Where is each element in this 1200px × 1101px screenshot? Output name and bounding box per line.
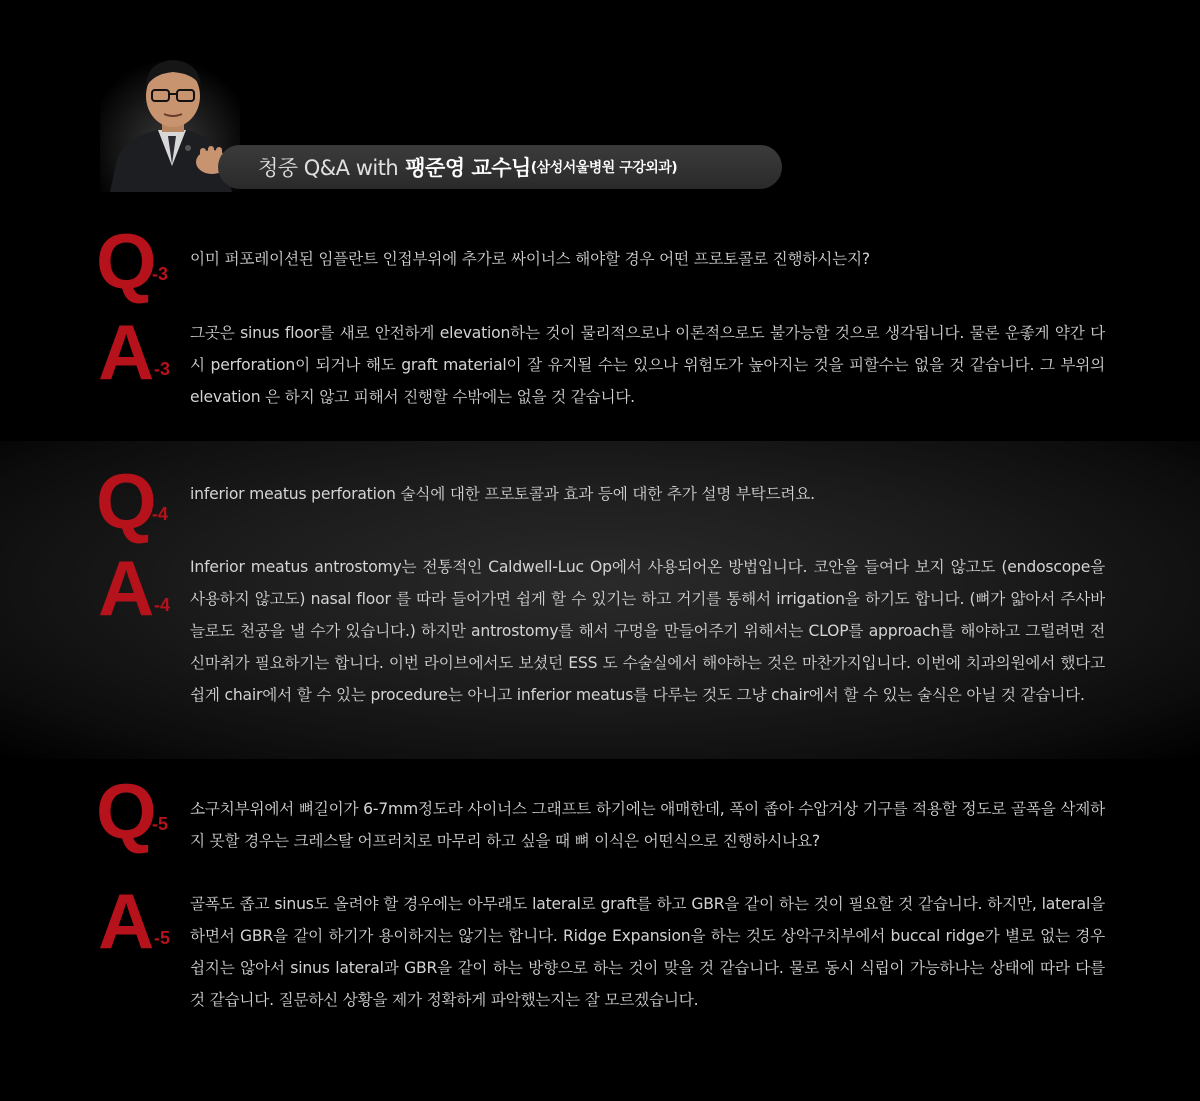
question-letter: Q bbox=[96, 457, 155, 545]
speaker-name: 팽준영 교수님 bbox=[405, 156, 531, 180]
question-text: 소구치부위에서 뼈길이가 6-7mm정도라 사이너스 그래프트 하기에는 애매한데, 폭이 좁아 수압거상 기구를 적용할 정도로 골폭을 삭제하지 못할 경우는 크레스탈 어프러치로 마무리 하고 싶을 때 뼈 이식은 어떤식으로 진행하시나요? bbox=[190, 800, 1105, 850]
question-number: -3 bbox=[152, 264, 169, 284]
answer-letter: A bbox=[98, 877, 153, 965]
question-number: -4 bbox=[152, 504, 169, 524]
speaker-affiliation: (삼성서울병원 구강외과) bbox=[530, 160, 678, 176]
answer-number: -4 bbox=[154, 595, 171, 615]
title-prefix: 청중 Q&A with bbox=[258, 156, 399, 180]
answer-text: Inferior meatus antrostomy는 전통적인 Caldwell-Luc Op에서 사용되어온 방법입니다. 코안을 들여다 보지 않고도 (endoscope을 사용하지 않고도) nasal floor 를 따라 들어가면 쉽게 할 수 있기는 하고 거기를 통해서 irrigation을 하기도 합니다. (뼈가 얇아서 주사바늘로도 천공을 낼 수가 있습니다.) 하지만 antrostomy를 해서 구멍을 만들어주기 위해서는 CLOP를 approach를 해야하고 그럴려면 전신마취가 필요하기는 합니다. 이번 라이브에서도 보셨던 ESS 도 수술실에서 해야하는 것은 마찬가지입니다. 이번에 치과의원에서 했다고 쉽게 chair에서 할 수 있는 procedure는 아니고 inferior meatus를 다루는 것도 그냥 chair에서 할 수 있는 술식은 아닐 것 같습니다. bbox=[190, 558, 1105, 704]
question-letter: Q bbox=[96, 217, 155, 305]
answer-badge bbox=[98, 877, 188, 965]
question-text: inferior meatus perforation 술식에 대한 프로토콜과 효과 등에 대한 추가 설명 부탁드려요. bbox=[190, 485, 815, 503]
header bbox=[100, 40, 800, 195]
question-badge bbox=[96, 457, 186, 545]
answer-badge bbox=[98, 308, 188, 396]
question-number: -5 bbox=[152, 814, 169, 834]
question-badge bbox=[96, 767, 186, 855]
title-banner bbox=[218, 145, 782, 189]
answer-text: 골폭도 좁고 sinus도 올려야 할 경우에는 아무래도 lateral로 graft를 하고 GBR을 같이 하는 것이 필요할 것 같습니다. 하지만, lateral을 하면서 GBR을 같이 하기가 용이하지는 않기는 합니다. Ridge Expansion을 하는 것도 상악구치부에서 buccal ridge가 별로 없는 경우 쉽지는 않아서 sinus lateral과 GBR을 같이 하는 방향으로 하는 것이 맞을 것 같습니다. 물로 동시 식립이 가능하나는 상태에 따라 다를 것 같습니다. 질문하신 상황을 제가 정확하게 파악했는지는 잘 모르겠습니다. bbox=[190, 895, 1105, 1009]
question-badge bbox=[96, 217, 186, 305]
answer-letter: A bbox=[98, 308, 153, 396]
question-letter: Q bbox=[96, 767, 155, 855]
question-text: 이미 퍼포레이션된 임플란트 인접부위에 추가로 싸이너스 해야할 경우 어떤 프로토콜로 진행하시는지? bbox=[190, 250, 870, 268]
answer-badge bbox=[98, 544, 188, 632]
answer-letter: A bbox=[98, 544, 153, 632]
answer-text: 그곳은 sinus floor를 새로 안전하게 elevation하는 것이 물리적으로나 이론적으로도 불가능할 것으로 생각됩니다. 물론 운좋게 약간 다시 perforation이 되거나 해도 graft material이 잘 유지될 수는 있으나 위험도가 높아지는 것을 피할수는 없을 것 같습니다. 그 부위의 elevation 은 하지 않고 피해서 진행할 수밖에는 없을 것 같습니다. bbox=[190, 324, 1105, 406]
answer-number: -5 bbox=[154, 928, 171, 948]
answer-number: -3 bbox=[154, 359, 171, 379]
